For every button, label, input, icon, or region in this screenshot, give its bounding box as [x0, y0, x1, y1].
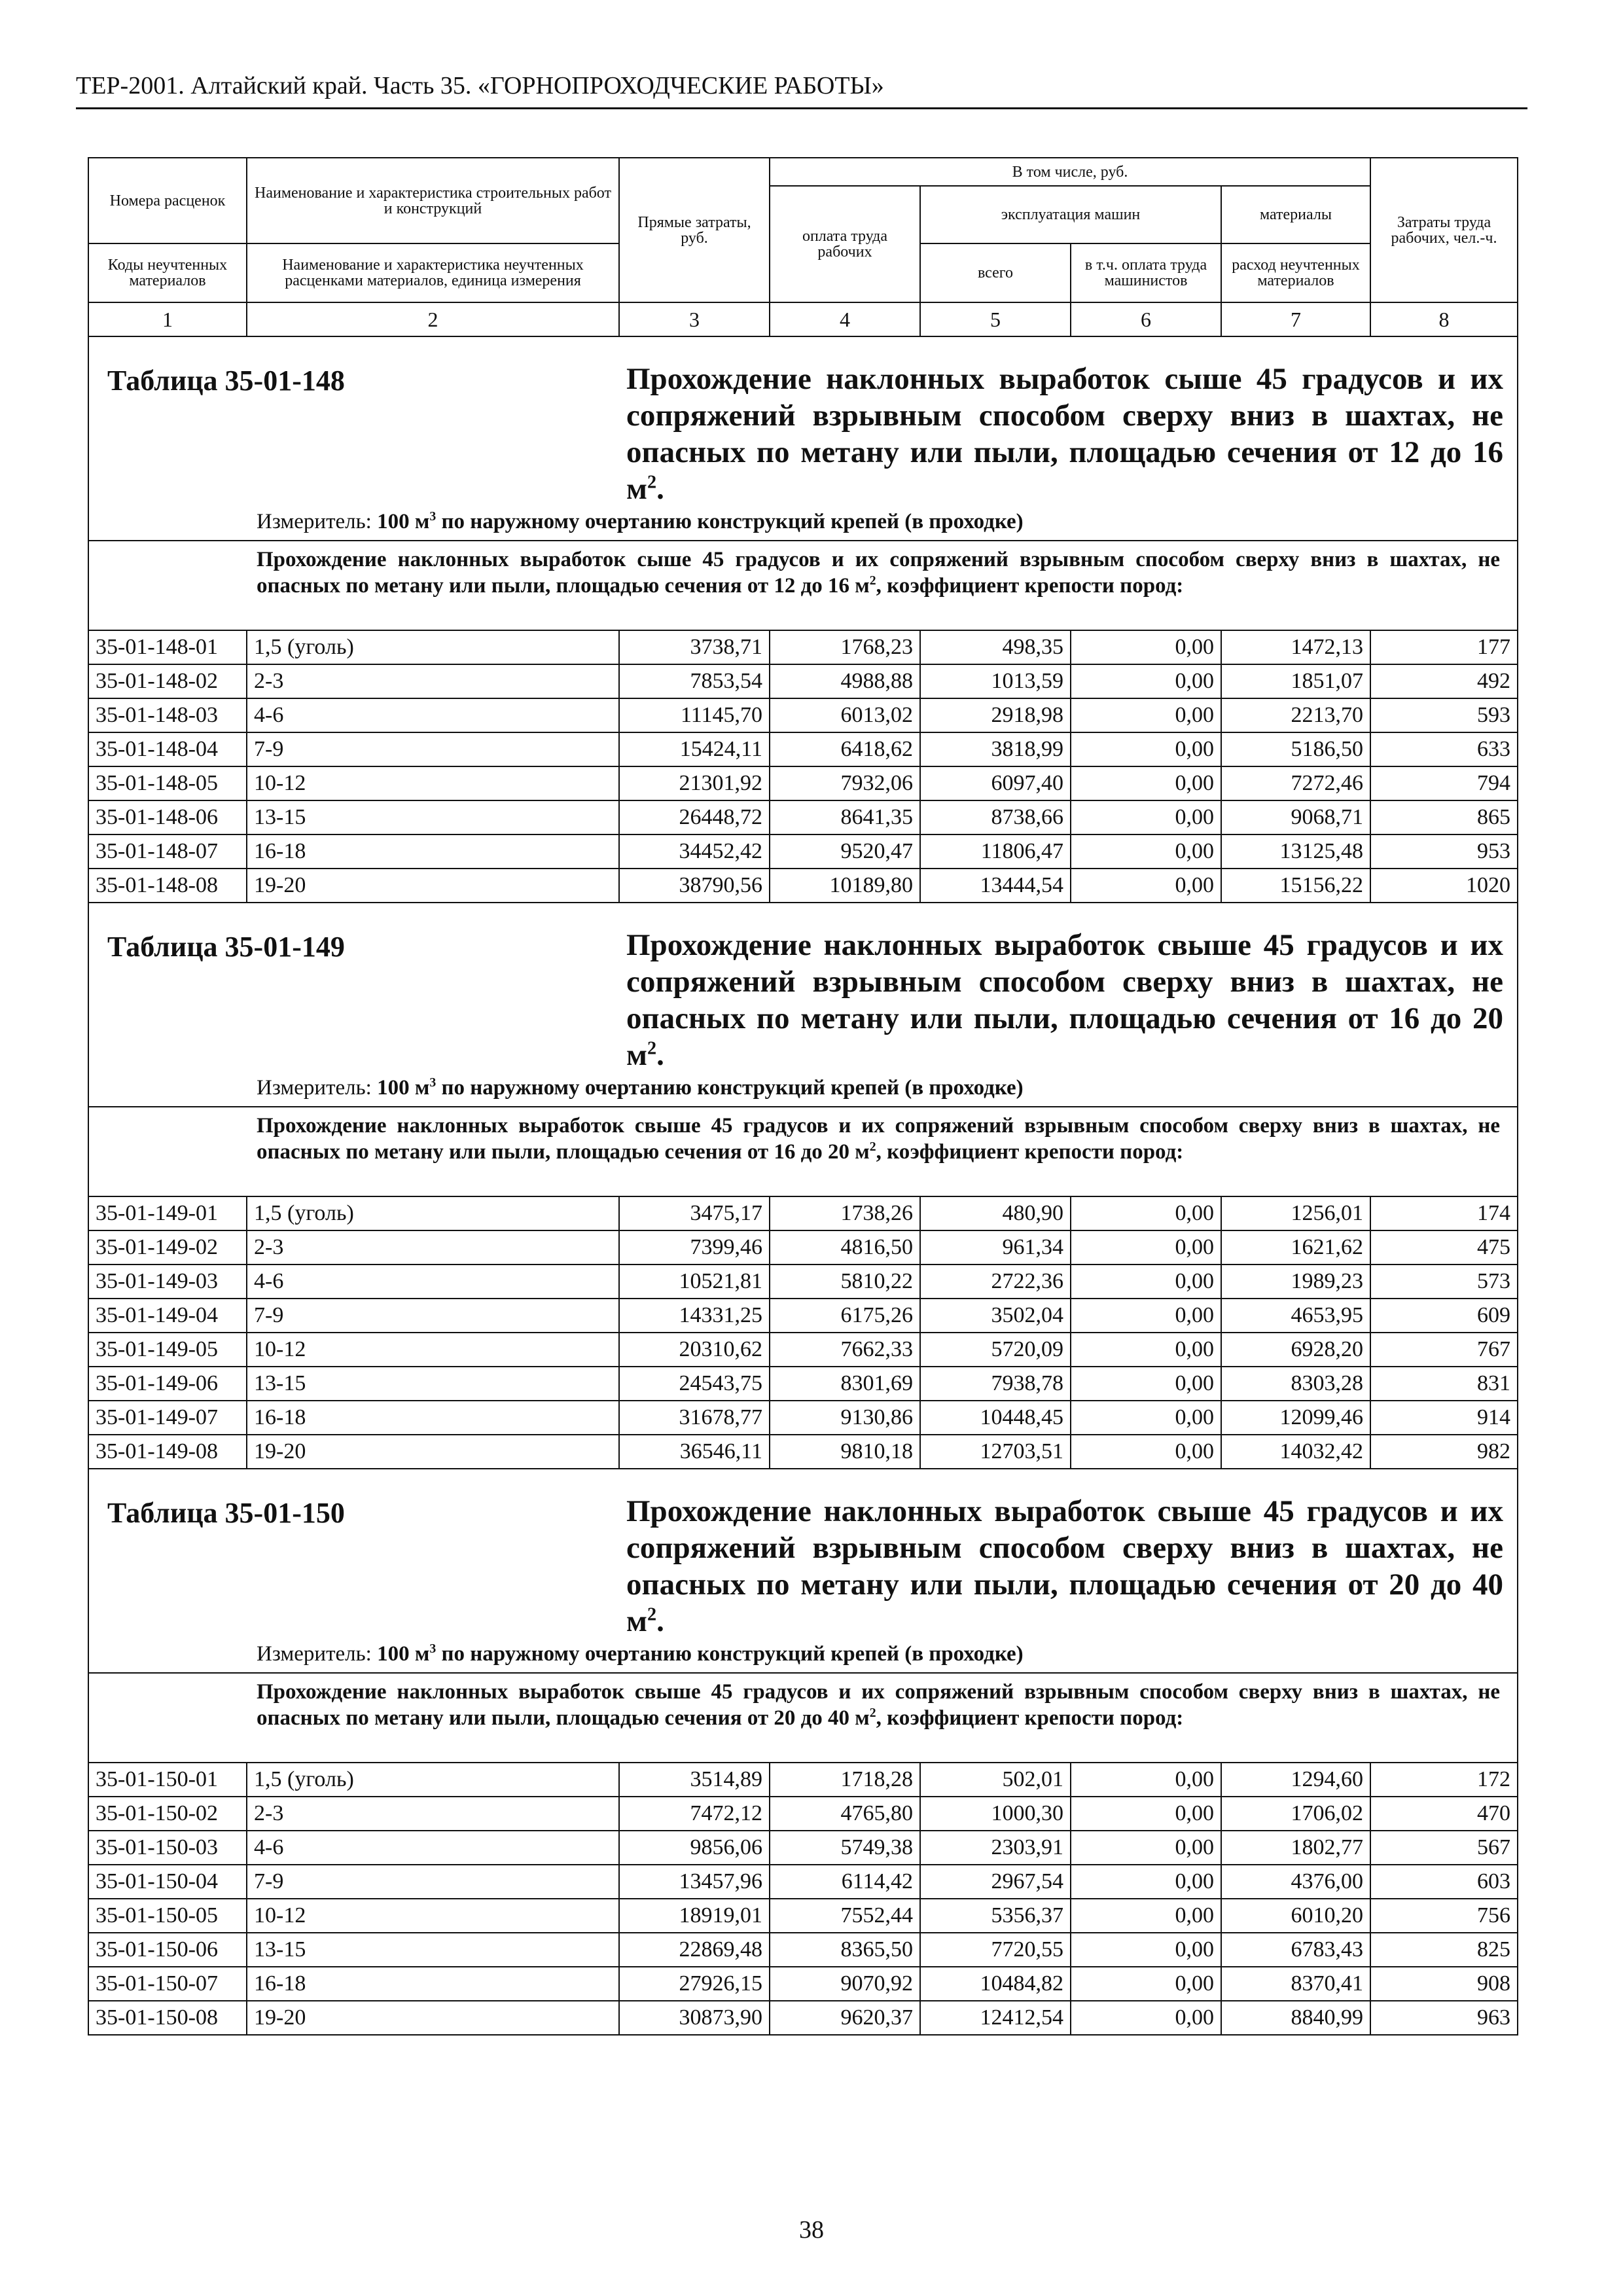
rate-value: 21301,92	[619, 766, 770, 800]
rate-value: 475	[1370, 1230, 1518, 1265]
rate-code: 35-01-150-03	[88, 1831, 247, 1865]
rate-value: 7932,06	[770, 766, 920, 800]
table-row	[88, 1899, 1518, 1933]
rate-value: 6097,40	[920, 766, 1071, 800]
rate-name: 16-18	[247, 1967, 619, 2001]
rate-code: 35-01-149-06	[88, 1367, 247, 1401]
rate-value: 12703,51	[920, 1435, 1071, 1469]
table-label: Таблица 35-01-148	[107, 365, 345, 397]
table-row	[88, 1265, 1518, 1299]
rate-code: 35-01-150-05	[88, 1899, 247, 1933]
col-header-code-bottom: Коды неучтенных материалов	[88, 243, 247, 302]
table-title-text: Прохождение наклонных выработок свыше 45 градусов и их сопряжений взрывным способом сверху вниз в шахтах, не опасных по метану или пыли, площадью сечения от 16 до 20 м	[626, 928, 1503, 1072]
table-description-row	[88, 1673, 1518, 1763]
table-row	[88, 1933, 1518, 1967]
column-number: 4	[770, 302, 920, 336]
superscript: 2	[869, 573, 876, 588]
rate-value: 5720,09	[920, 1333, 1071, 1367]
table-title-end: .	[656, 472, 664, 506]
rate-value: 492	[1370, 664, 1518, 698]
rate-value: 7938,78	[920, 1367, 1071, 1401]
description-end: , коэффициент крепости пород:	[876, 1140, 1184, 1164]
rate-value: 1768,23	[770, 630, 920, 664]
rate-code: 35-01-148-05	[88, 766, 247, 800]
rate-value: 8370,41	[1221, 1967, 1370, 2001]
rate-name: 1,5 (уголь)	[247, 1196, 619, 1230]
rate-code: 35-01-148-07	[88, 834, 247, 869]
col-header-materials-unaccounted: расход неучтенных материалов	[1221, 243, 1370, 302]
rate-value: 8840,99	[1221, 2001, 1370, 2035]
rate-value: 14331,25	[619, 1299, 770, 1333]
table-title	[626, 927, 1503, 1073]
rate-value: 1294,60	[1221, 1763, 1370, 1797]
col-header-code: Номера расценок	[88, 158, 247, 243]
column-number: 1	[88, 302, 247, 336]
table-row	[88, 1763, 1518, 1797]
rate-value: 13444,54	[920, 869, 1071, 903]
description-end: , коэффициент крепости пород:	[876, 574, 1184, 598]
rate-code: 35-01-148-04	[88, 732, 247, 766]
rate-value: 8301,69	[770, 1367, 920, 1401]
table-title	[626, 1493, 1503, 1640]
rate-value: 1851,07	[1221, 664, 1370, 698]
rate-value: 0,00	[1071, 732, 1221, 766]
rate-code: 35-01-149-03	[88, 1265, 247, 1299]
rate-value: 6175,26	[770, 1299, 920, 1333]
rate-value: 0,00	[1071, 800, 1221, 834]
superscript: 2	[647, 1038, 657, 1059]
measure-line	[257, 1075, 1024, 1101]
rate-value: 4816,50	[770, 1230, 920, 1265]
superscript: 3	[429, 509, 437, 524]
rate-value: 982	[1370, 1435, 1518, 1469]
rate-code: 35-01-148-02	[88, 664, 247, 698]
rate-value: 825	[1370, 1933, 1518, 1967]
rate-value: 5749,38	[770, 1831, 920, 1865]
rate-value: 567	[1370, 1831, 1518, 1865]
rate-value: 1738,26	[770, 1196, 920, 1230]
rate-value: 470	[1370, 1797, 1518, 1831]
measure-prefix: Измеритель:	[257, 510, 378, 533]
rate-value: 38790,56	[619, 869, 770, 903]
measure-line	[257, 1641, 1024, 1667]
rate-value: 34452,42	[619, 834, 770, 869]
rate-value: 0,00	[1071, 1967, 1221, 2001]
table-title-row	[88, 336, 1518, 541]
rate-value: 4376,00	[1221, 1865, 1370, 1899]
rate-value: 6928,20	[1221, 1333, 1370, 1367]
table-row	[88, 834, 1518, 869]
rate-code: 35-01-150-07	[88, 1967, 247, 2001]
page-header: ТЕР-2001. Алтайский край. Часть 35. «ГОРНОПРОХОДЧЕСКИЕ РАБОТЫ»	[76, 71, 1527, 109]
table-row	[88, 1367, 1518, 1401]
measure-unit: 100 м	[377, 1076, 430, 1100]
rate-value: 0,00	[1071, 1196, 1221, 1230]
col-header-including: В том числе, руб.	[770, 158, 1370, 186]
table-row	[88, 1967, 1518, 2001]
description-end: , коэффициент крепости пород:	[876, 1706, 1184, 1730]
measure-unit-desc: по наружному очертанию конструкций крепей (в проходке)	[436, 1076, 1024, 1100]
col-header-direct: Прямые затраты, руб.	[619, 158, 770, 302]
rate-value: 9856,06	[619, 1831, 770, 1865]
col-header-name-bottom: Наименование и характеристика неучтенных расценками материалов, единица измерения	[247, 243, 619, 302]
rate-value: 767	[1370, 1333, 1518, 1367]
rate-name: 19-20	[247, 1435, 619, 1469]
rate-value: 0,00	[1071, 1763, 1221, 1797]
column-number: 6	[1071, 302, 1221, 336]
rate-value: 0,00	[1071, 1401, 1221, 1435]
rate-value: 5356,37	[920, 1899, 1071, 1933]
rate-value: 10484,82	[920, 1967, 1071, 2001]
table-row	[88, 869, 1518, 903]
rate-value: 633	[1370, 732, 1518, 766]
rate-code: 35-01-149-05	[88, 1333, 247, 1367]
rate-value: 0,00	[1071, 630, 1221, 664]
table-row	[88, 800, 1518, 834]
rate-value: 9068,71	[1221, 800, 1370, 834]
superscript: 2	[869, 1706, 876, 1720]
table-title-end: .	[656, 1038, 664, 1072]
table-row	[88, 1333, 1518, 1367]
table-description-cell	[88, 1107, 1518, 1196]
table-title	[626, 361, 1503, 507]
rate-value: 0,00	[1071, 1265, 1221, 1299]
rate-name: 2-3	[247, 664, 619, 698]
table-description	[257, 547, 1500, 599]
rate-value: 3502,04	[920, 1299, 1071, 1333]
rate-value: 794	[1370, 766, 1518, 800]
rate-value: 22869,48	[619, 1933, 770, 1967]
rate-value: 7472,12	[619, 1797, 770, 1831]
rate-name: 19-20	[247, 2001, 619, 2035]
rate-value: 831	[1370, 1367, 1518, 1401]
rate-code: 35-01-148-03	[88, 698, 247, 732]
rate-name: 13-15	[247, 1933, 619, 1967]
col-header-materials: материалы	[1221, 186, 1370, 243]
rate-value: 36546,11	[619, 1435, 770, 1469]
table-title-text: Прохождение наклонных выработок сыше 45 градусов и их сопряжений взрывным способом сверху вниз в шахтах, не опасных по метану или пыли, площадью сечения от 12 до 16 м	[626, 362, 1503, 506]
rate-value: 0,00	[1071, 766, 1221, 800]
rate-value: 8303,28	[1221, 1367, 1370, 1401]
column-number: 3	[619, 302, 770, 336]
rate-value: 9620,37	[770, 2001, 920, 2035]
measure-line	[257, 509, 1024, 535]
rate-value: 27926,15	[619, 1967, 770, 2001]
table-description	[257, 1113, 1500, 1165]
table-title-cell	[88, 1469, 1518, 1673]
rate-name: 16-18	[247, 834, 619, 869]
rate-value: 26448,72	[619, 800, 770, 834]
rate-value: 7552,44	[770, 1899, 920, 1933]
table-title-row	[88, 1469, 1518, 1673]
rate-value: 174	[1370, 1196, 1518, 1230]
table-body	[88, 158, 1518, 2035]
rate-value: 9520,47	[770, 834, 920, 869]
description-text: Прохождение наклонных выработок свыше 45 градусов и их сопряжений взрывным способом сверху вниз в шахтах, не опасных по метану или пыли, площадью сечения от 20 до 40 м	[257, 1680, 1500, 1730]
rate-name: 13-15	[247, 1367, 619, 1401]
rate-value: 2722,36	[920, 1265, 1071, 1299]
rate-value: 10189,80	[770, 869, 920, 903]
rate-value: 961,34	[920, 1230, 1071, 1265]
table-row	[88, 1230, 1518, 1265]
rate-value: 498,35	[920, 630, 1071, 664]
measure-unit-desc: по наружному очертанию конструкций крепей (в проходке)	[436, 1642, 1024, 1666]
rate-value: 5810,22	[770, 1265, 920, 1299]
table-description-row	[88, 541, 1518, 630]
rate-value: 963	[1370, 2001, 1518, 2035]
table-row	[88, 1299, 1518, 1333]
rate-code: 35-01-150-06	[88, 1933, 247, 1967]
rate-name: 1,5 (уголь)	[247, 1763, 619, 1797]
table-row	[88, 1831, 1518, 1865]
rate-value: 10448,45	[920, 1401, 1071, 1435]
col-header-labor-pay: оплата труда рабочих	[770, 186, 920, 302]
rate-name: 10-12	[247, 766, 619, 800]
rate-value: 2918,98	[920, 698, 1071, 732]
table-description-cell	[88, 1673, 1518, 1763]
rate-value: 177	[1370, 630, 1518, 664]
rate-value: 609	[1370, 1299, 1518, 1333]
superscript: 3	[429, 1075, 437, 1090]
rate-value: 20310,62	[619, 1333, 770, 1367]
rate-value: 10521,81	[619, 1265, 770, 1299]
rate-value: 914	[1370, 1401, 1518, 1435]
col-header-machines-total: всего	[920, 243, 1071, 302]
rate-code: 35-01-148-08	[88, 869, 247, 903]
rate-value: 0,00	[1071, 1333, 1221, 1367]
description-text: Прохождение наклонных выработок свыше 45 градусов и их сопряжений взрывным способом сверху вниз в шахтах, не опасных по метану или пыли, площадью сечения от 16 до 20 м	[257, 1114, 1500, 1164]
rate-value: 0,00	[1071, 664, 1221, 698]
rate-value: 4653,95	[1221, 1299, 1370, 1333]
rate-value: 13125,48	[1221, 834, 1370, 869]
rate-name: 2-3	[247, 1230, 619, 1265]
rate-value: 9810,18	[770, 1435, 920, 1469]
rate-value: 172	[1370, 1763, 1518, 1797]
col-header-machines: эксплуатация машин	[920, 186, 1221, 243]
rate-value: 1989,23	[1221, 1265, 1370, 1299]
rate-value: 8641,35	[770, 800, 920, 834]
rate-value: 0,00	[1071, 1230, 1221, 1265]
rate-code: 35-01-149-01	[88, 1196, 247, 1230]
rate-value: 3514,89	[619, 1763, 770, 1797]
superscript: 2	[647, 1604, 657, 1625]
rate-name: 4-6	[247, 698, 619, 732]
rate-value: 15424,11	[619, 732, 770, 766]
table-row	[88, 698, 1518, 732]
rate-value: 480,90	[920, 1196, 1071, 1230]
column-numbers-row	[88, 302, 1518, 336]
page-number: 38	[799, 2216, 824, 2244]
rate-value: 4988,88	[770, 664, 920, 698]
rate-name: 16-18	[247, 1401, 619, 1435]
table-title-end: .	[656, 1604, 664, 1638]
rate-value: 1706,02	[1221, 1797, 1370, 1831]
rate-value: 0,00	[1071, 2001, 1221, 2035]
rate-value: 11806,47	[920, 834, 1071, 869]
rate-value: 7662,33	[770, 1333, 920, 1367]
rate-value: 0,00	[1071, 834, 1221, 869]
table-description-row	[88, 1107, 1518, 1196]
rate-value: 1718,28	[770, 1763, 920, 1797]
rate-value: 7853,54	[619, 664, 770, 698]
rate-value: 5186,50	[1221, 732, 1370, 766]
rate-value: 12412,54	[920, 2001, 1071, 2035]
table-row	[88, 1797, 1518, 1831]
rates-table	[88, 157, 1518, 2036]
column-number: 7	[1221, 302, 1370, 336]
table-description-cell	[88, 541, 1518, 630]
table-row	[88, 630, 1518, 664]
rate-value: 0,00	[1071, 1299, 1221, 1333]
rate-value: 573	[1370, 1265, 1518, 1299]
rate-name: 7-9	[247, 1865, 619, 1899]
measure-prefix: Измеритель:	[257, 1642, 378, 1666]
rate-value: 24543,75	[619, 1367, 770, 1401]
measure-unit: 100 м	[377, 1642, 430, 1666]
table-row	[88, 1401, 1518, 1435]
rate-value: 0,00	[1071, 869, 1221, 903]
rate-code: 35-01-149-04	[88, 1299, 247, 1333]
rate-code: 35-01-150-02	[88, 1797, 247, 1831]
rate-value: 0,00	[1071, 1865, 1221, 1899]
rate-value: 0,00	[1071, 698, 1221, 732]
rate-value: 0,00	[1071, 1797, 1221, 1831]
table-row	[88, 1196, 1518, 1230]
rate-code: 35-01-149-08	[88, 1435, 247, 1469]
table-row	[88, 732, 1518, 766]
rate-value: 908	[1370, 1967, 1518, 2001]
rate-value: 13457,96	[619, 1865, 770, 1899]
rate-value: 1802,77	[1221, 1831, 1370, 1865]
table-title-text: Прохождение наклонных выработок свыше 45 градусов и их сопряжений взрывным способом сверху вниз в шахтах, не опасных по метану или пыли, площадью сечения от 20 до 40 м	[626, 1494, 1503, 1638]
rate-value: 593	[1370, 698, 1518, 732]
rate-value: 3738,71	[619, 630, 770, 664]
rate-value: 4765,80	[770, 1797, 920, 1831]
measure-unit-desc: по наружному очертанию конструкций крепей (в проходке)	[436, 510, 1024, 533]
rate-value: 14032,42	[1221, 1435, 1370, 1469]
rate-name: 2-3	[247, 1797, 619, 1831]
rate-value: 12099,46	[1221, 1401, 1370, 1435]
table-row	[88, 2001, 1518, 2035]
rate-value: 18919,01	[619, 1899, 770, 1933]
rate-value: 1472,13	[1221, 630, 1370, 664]
rate-code: 35-01-148-06	[88, 800, 247, 834]
rate-value: 9130,86	[770, 1401, 920, 1435]
rate-name: 13-15	[247, 800, 619, 834]
rate-value: 865	[1370, 800, 1518, 834]
table-row	[88, 1865, 1518, 1899]
table-title-cell	[88, 903, 1518, 1107]
rate-name: 10-12	[247, 1333, 619, 1367]
rate-value: 0,00	[1071, 1933, 1221, 1967]
rate-value: 0,00	[1071, 1831, 1221, 1865]
rate-value: 2303,91	[920, 1831, 1071, 1865]
table-title-row	[88, 903, 1518, 1107]
rate-name: 19-20	[247, 869, 619, 903]
rate-name: 4-6	[247, 1831, 619, 1865]
col-header-name: Наименование и характеристика строительных работ и конструкций	[247, 158, 619, 243]
rate-value: 30873,90	[619, 2001, 770, 2035]
rate-value: 7399,46	[619, 1230, 770, 1265]
rate-value: 0,00	[1071, 1435, 1221, 1469]
rate-value: 7720,55	[920, 1933, 1071, 1967]
rate-value: 3818,99	[920, 732, 1071, 766]
rate-code: 35-01-149-07	[88, 1401, 247, 1435]
rate-value: 15156,22	[1221, 869, 1370, 903]
superscript: 2	[869, 1139, 876, 1154]
rate-value: 2967,54	[920, 1865, 1071, 1899]
superscript: 3	[429, 1641, 437, 1656]
rate-value: 3475,17	[619, 1196, 770, 1230]
table-description	[257, 1679, 1500, 1731]
rate-value: 7272,46	[1221, 766, 1370, 800]
rate-value: 1621,62	[1221, 1230, 1370, 1265]
table-row	[88, 1435, 1518, 1469]
rate-name: 1,5 (уголь)	[247, 630, 619, 664]
rate-value: 6114,42	[770, 1865, 920, 1899]
rate-value: 1256,01	[1221, 1196, 1370, 1230]
rate-value: 6418,62	[770, 732, 920, 766]
measure-unit: 100 м	[377, 510, 430, 533]
rate-name: 10-12	[247, 1899, 619, 1933]
rate-value: 11145,70	[619, 698, 770, 732]
rate-code: 35-01-150-08	[88, 2001, 247, 2035]
rate-value: 6010,20	[1221, 1899, 1370, 1933]
rate-value: 1013,59	[920, 664, 1071, 698]
rate-code: 35-01-150-04	[88, 1865, 247, 1899]
superscript: 2	[647, 472, 657, 493]
rate-value: 6783,43	[1221, 1933, 1370, 1967]
rate-value: 603	[1370, 1865, 1518, 1899]
col-header-machines-operators: в т.ч. оплата труда машинистов	[1071, 243, 1221, 302]
rate-name: 7-9	[247, 1299, 619, 1333]
table-row	[88, 664, 1518, 698]
table-label: Таблица 35-01-150	[107, 1497, 345, 1529]
col-header-labor-cost: Затраты труда рабочих, чел.-ч.	[1370, 158, 1518, 302]
rate-value: 8738,66	[920, 800, 1071, 834]
rate-code: 35-01-149-02	[88, 1230, 247, 1265]
measure-prefix: Измеритель:	[257, 1076, 378, 1100]
rate-code: 35-01-148-01	[88, 630, 247, 664]
rate-name: 7-9	[247, 732, 619, 766]
column-number: 8	[1370, 302, 1518, 336]
rate-value: 6013,02	[770, 698, 920, 732]
rate-value: 31678,77	[619, 1401, 770, 1435]
rate-value: 0,00	[1071, 1367, 1221, 1401]
rate-name: 4-6	[247, 1265, 619, 1299]
table-title-cell	[88, 336, 1518, 541]
column-number: 2	[247, 302, 619, 336]
table-label: Таблица 35-01-149	[107, 931, 345, 963]
rate-value: 2213,70	[1221, 698, 1370, 732]
rate-code: 35-01-150-01	[88, 1763, 247, 1797]
rate-value: 9070,92	[770, 1967, 920, 2001]
description-text: Прохождение наклонных выработок сыше 45 градусов и их сопряжений взрывным способом сверху вниз в шахтах, не опасных по метану или пыли, площадью сечения от 12 до 16 м	[257, 548, 1500, 598]
rate-value: 1020	[1370, 869, 1518, 903]
rate-value: 0,00	[1071, 1899, 1221, 1933]
rate-value: 756	[1370, 1899, 1518, 1933]
rate-value: 502,01	[920, 1763, 1071, 1797]
rate-value: 8365,50	[770, 1933, 920, 1967]
rate-value: 1000,30	[920, 1797, 1071, 1831]
rate-value: 953	[1370, 834, 1518, 869]
table-row	[88, 766, 1518, 800]
column-number: 5	[920, 302, 1071, 336]
